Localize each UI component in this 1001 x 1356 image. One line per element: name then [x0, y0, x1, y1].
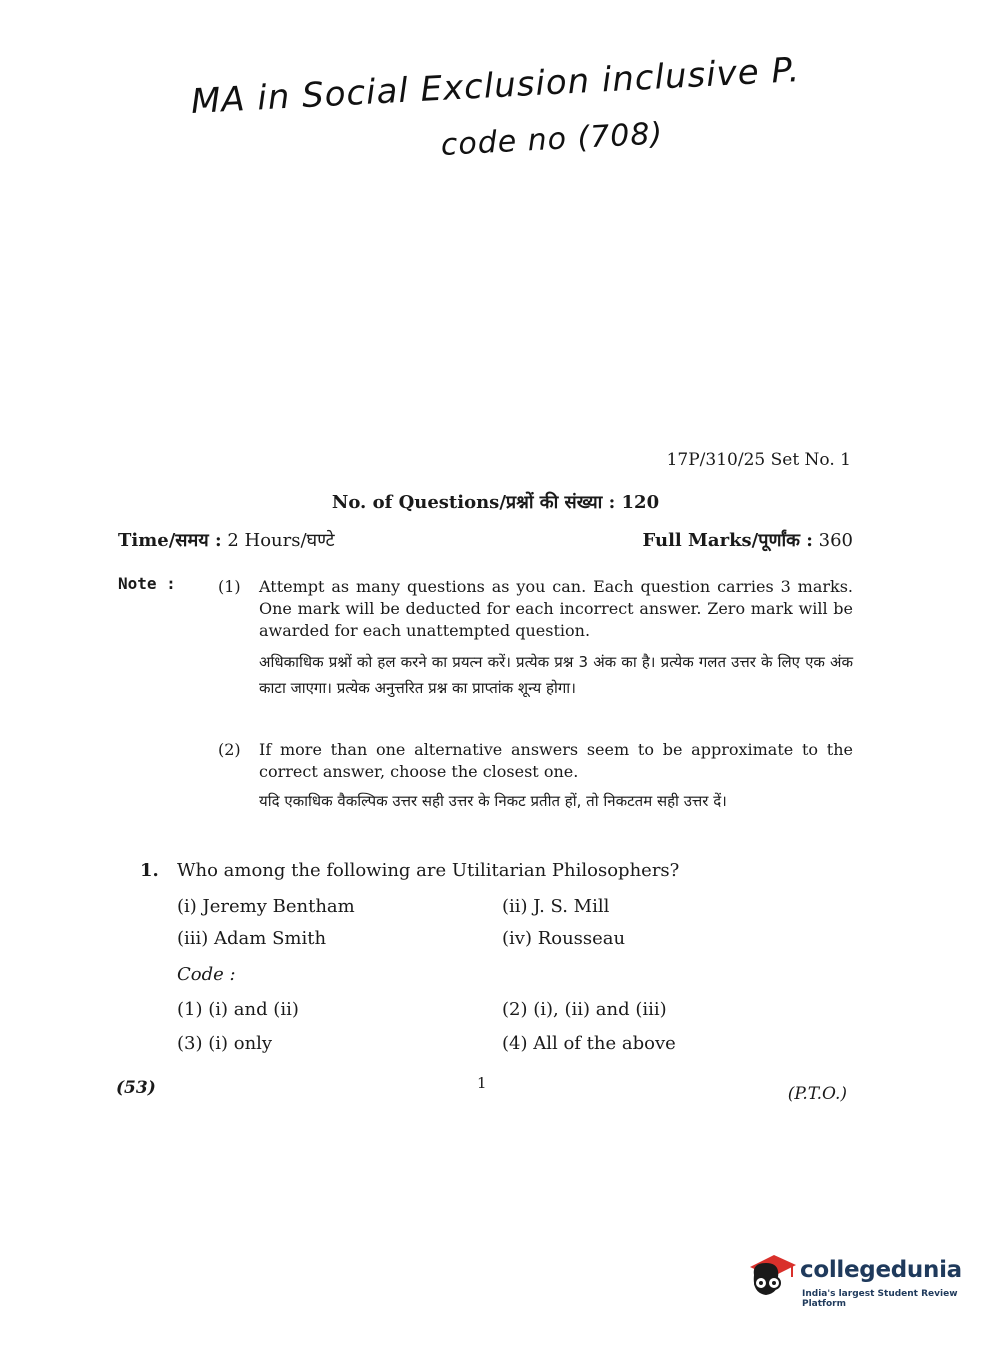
question-option: (ii) J. S. Mill [502, 896, 610, 917]
collegedunia-watermark [744, 1249, 974, 1313]
brand-name: collegedunia [800, 1257, 962, 1283]
note-item-english: If more than one alternative answers seem to be approximate to the correct answer, choose the closest one. [259, 740, 853, 781]
page-number: 1 [477, 1074, 487, 1092]
footer-code: (53) [116, 1078, 156, 1098]
note-item-hindi: अधिकाधिक प्रश्नों को हल करने का प्रयत्न करें। प्रत्येक प्रश्न 3 अंक का है। प्रत्येक गलत उत्तर के लिए एक अंक काटा जाएगा। प्रत्येक अनुत्तरित प्रश्न का प्राप्तांक शून्य होगा। [259, 653, 853, 697]
time-info [118, 528, 335, 552]
question-option: (iii) Adam Smith [177, 928, 327, 949]
set-number: 17P/310/25 Set No. 1 [666, 450, 851, 470]
brand-tagline: India's largest Student Review Platform [802, 1289, 958, 1309]
number-of-questions [0, 490, 1001, 514]
marks-label: Full Marks/पूर्णांक : [642, 530, 813, 551]
num-questions-value: 120 [621, 492, 660, 513]
answer-code: (3) (i) only [177, 1033, 273, 1054]
question-option: (i) Jeremy Bentham [177, 896, 355, 917]
answer-code: (4) All of the above [502, 1033, 676, 1054]
note-item-english: Attempt as many questions as you can. Each question carries 3 marks. One mark will be deducted for each incorrect answer. Zero mark will be awarded for each unattempted question. [259, 577, 853, 640]
handwritten-title: MA in Social Exclusion inclusive P. [190, 50, 802, 122]
code-label: Code : [177, 964, 236, 985]
note-item-number: (2) [218, 740, 241, 759]
question-number: 1. [140, 860, 159, 881]
pto-label: (P.T.O.) [787, 1084, 847, 1104]
note-item-hindi: यदि एकाधिक वैकल्पिक उत्तर सही उत्तर के निकट प्रतीत हों, तो निकटतम सही उत्तर दें। [259, 792, 727, 810]
marks-value: 360 [818, 530, 853, 551]
answer-code: (1) (i) and (ii) [177, 999, 299, 1020]
full-marks [643, 528, 853, 552]
question-text: Who among the following are Utilitarian Philosophers? [177, 860, 680, 881]
note-item-number: (1) [218, 577, 241, 596]
num-questions-label: No. of Questions/प्रश्नों की संख्या : [331, 492, 616, 513]
time-label: Time/समय : [118, 530, 222, 551]
answer-code: (2) (i), (ii) and (iii) [502, 999, 667, 1020]
handwritten-code: code no (708) [440, 116, 664, 163]
question-option: (iv) Rousseau [502, 928, 626, 949]
time-value: 2 Hours/घण्टे [227, 530, 335, 551]
note-label: Note : [118, 574, 176, 593]
mascot-icon [744, 1249, 796, 1305]
